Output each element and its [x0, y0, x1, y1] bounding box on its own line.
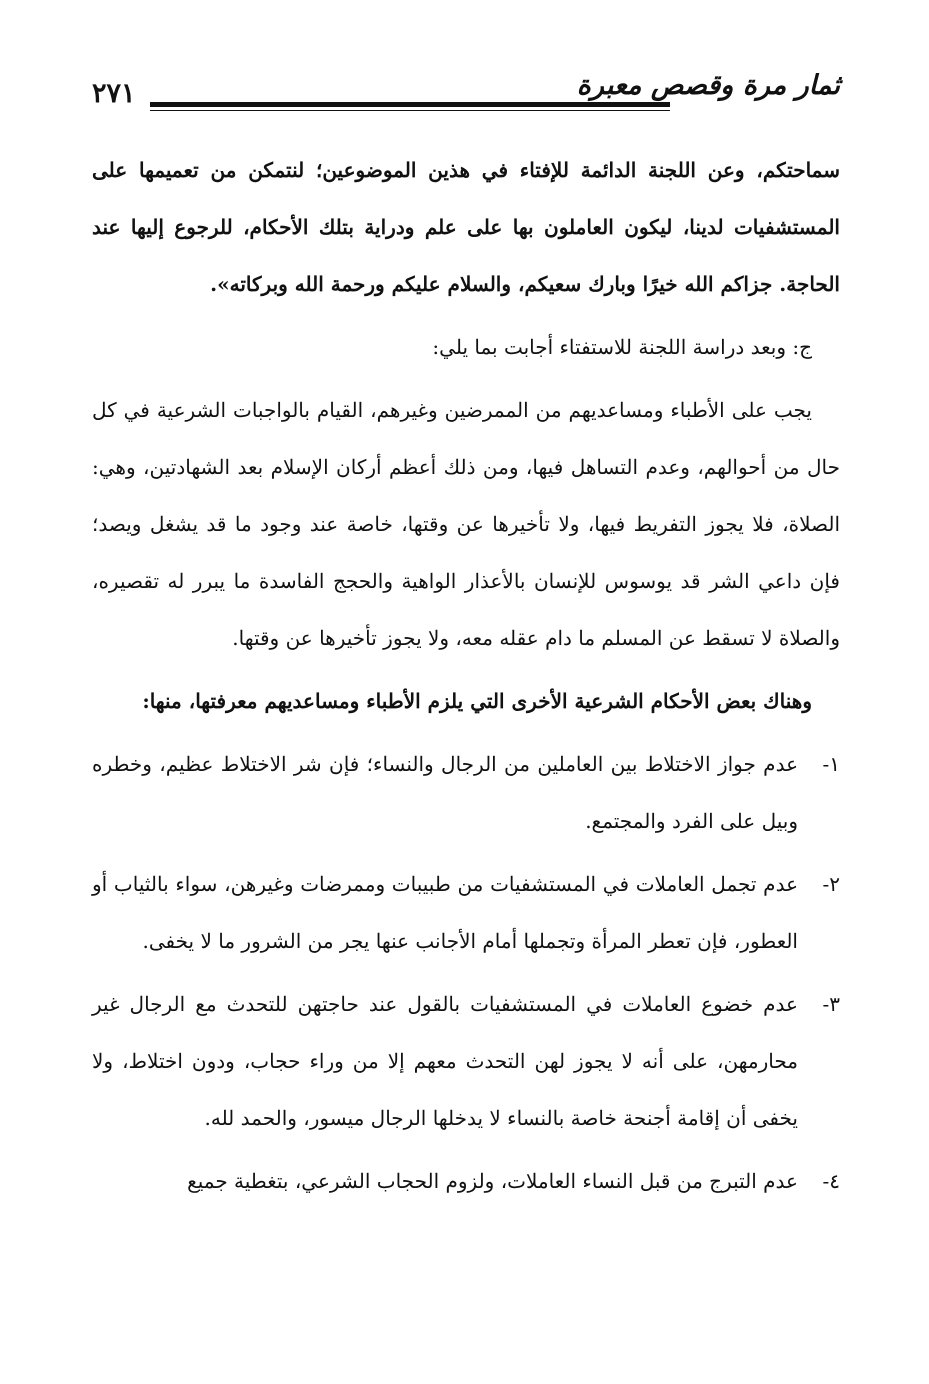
running-title: ثمار مرة وقصص معبرة: [576, 70, 840, 101]
list-item-text: عدم خضوع العاملات في المستشفيات بالقول عند حاجتهن للتحدث مع الرجال غير محارمهن، على أنه لا يجوز لهن التحدث معهم إلا من وراء حجاب، ودون اختلاط، ولا يخفى أن إقامة أجنحة خاصة بالنساء لا يدخلها الرجال ميسور، والحمد لله.: [92, 992, 798, 1130]
answer-paragraph: يجب على الأطباء ومساعديهم من الممرضين وغيرهم، القيام بالواجبات الشرعية في كل حال من أحوالهم، وعدم التساهل فيها، ومن ذلك أعظم أركان الإسلام بعد الشهادتين، وهي: الصلاة، فلا يجوز التفريط فيها، ولا تأخيرها عن وقتها، خاصة عند وجود ما قد يشغل ويصد؛ فإن داعي الشر قد يوسوس للإنسان بالأعذار الواهية والحجج الفاسدة ما يبرر له تقصيره، والصلاة لا تسقط عن المسلم ما دام عقله معه، ولا يجوز تأخيرها عن وقتها.: [92, 398, 840, 650]
rules-intro: وهناك بعض الأحكام الشرعية الأخرى التي يلزم الأطباء ومساعديهم معرفتها، منها:: [142, 689, 812, 713]
page-header: [88, 62, 840, 118]
page-number: ٢٧١: [92, 78, 136, 109]
list-item-number: ٢-: [822, 872, 840, 896]
list-item-text: عدم التبرج من قبل النساء العاملات، ولزوم الحجاب الشرعي، بتغطية جميع: [187, 1169, 798, 1193]
intro-paragraph: سماحتكم، وعن اللجنة الدائمة للإفتاء في هذين الموضوعين؛ لنتمكن من تعميمها على المستشفيات لدينا، ليكون العاملون بها على علم ودراية بتلك الأحكام، للرجوع إليها عند الحاجة. جزاكم الله خيرًا وبارك سعيكم، والسلام عليكم ورحمة الله وبركاته».: [92, 158, 840, 296]
list-item-text: عدم تجمل العاملات في المستشفيات من طبيبات وممرضات وغيرهن، سواء بالثياب أو العطور، فإن تعطر المرأة وتجملها أمام الأجانب عنها يجر من الشرور ما لا يخفى.: [92, 872, 798, 953]
list-item: [92, 976, 840, 1147]
list-item-text: عدم جواز الاختلاط بين العاملين من الرجال والنساء؛ فإن شر الاختلاط عظيم، وخطره وبيل على الفرد والمجتمع.: [92, 752, 798, 833]
page-body: [92, 142, 840, 1216]
answer-intro: ج: وبعد دراسة اللجنة للاستفتاء أجابت بما يلي:: [432, 335, 812, 359]
list-item: [92, 856, 840, 970]
list-item: [92, 1153, 840, 1210]
list-item: [92, 736, 840, 850]
list-item-number: ١-: [822, 752, 840, 776]
list-item-number: ٣-: [822, 992, 840, 1016]
header-rule: [150, 102, 670, 107]
list-item-number: ٤-: [822, 1169, 840, 1193]
